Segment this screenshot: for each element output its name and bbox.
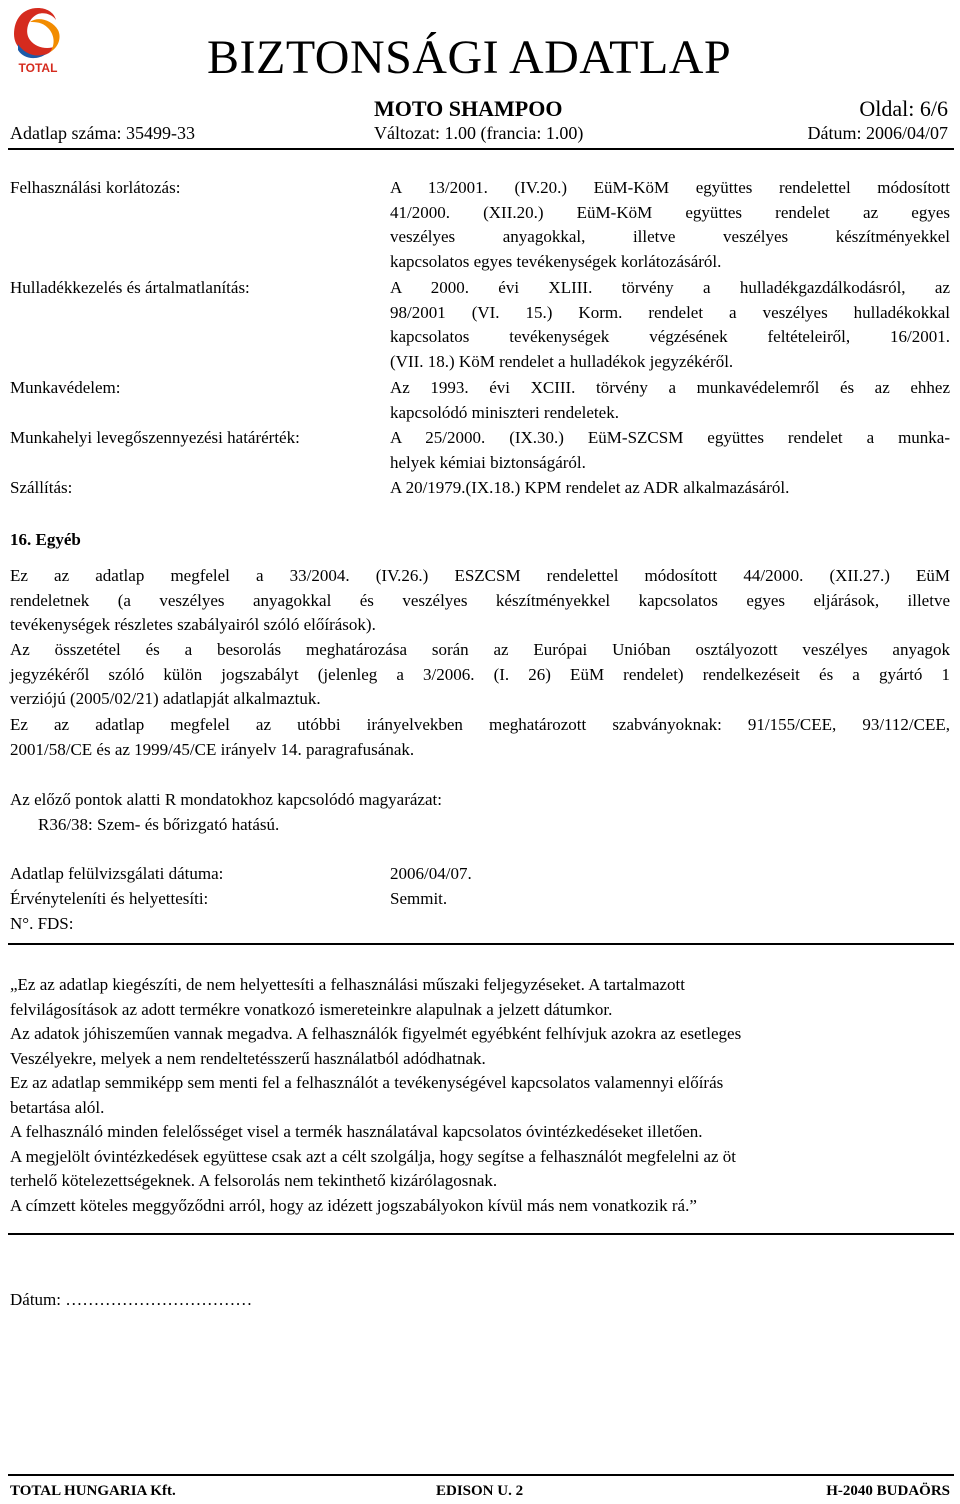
disclaimer: „Ez az adatlap kiegészíti, de nem helyettesíti a felhasználási műszaki feljegyzéseket. A tartalmazott felvilágosítások az adott termékre vonatkozó ismereteinkre alapulnak a jelzett dátumkor. Az adatok jóhiszeműen vannak megadva. A felhasználók figyelmét egyébként felhívjuk azokra az esetleges Veszélyekre, melyek a nem rendeltetésszerű használatból adódhatnak. Ez az adatlap semmiképp sem menti fel a felhasználót a tevékenységével kapcsolatos valamennyi előírás betartása alól. A felhasználó minden felelősséget visel a termék használatával kapcsolatos óvintézkedéseket illetően. A megjelölt óvintézkedések együttese csak azt a célt szolgálja, hogy segítse a felhasználót megfelelni az öt terhelő kötelezettségeknek. A felsorolás nem tekinthető kizárólagosnak. A címzett köteles meggyőződni arról, hogy az idézett jogszabályokon kívül más nem vonatkozik rá.” [10,975,742,1215]
total-logo [8,4,68,76]
regulation-text: A 2000. évi XLIII. törvény a hulladékgazdálkodásról, az 98/2001 (VI. 15.) Korm. rendelet a veszélyes hulladékokkal kapcsolatos tevékenységek végzésének feltételeiről, 16/2001. (VII. 18.) KöM rendelet a hulladékok jegyzékéről. [390,278,950,371]
section-divider [8,943,954,945]
regulation-label: Munkahelyi levegőszennyezési határérték: [10,428,300,447]
regulation-text: Az 1993. évi XCIII. törvény a munkavédelemről és az ehhez kapcsolódó miniszteri rendeletek. [390,378,950,422]
fds-number-label: N°. FDS: [10,914,74,933]
footer-address: EDISON U. 2 [436,1483,524,1499]
regulation-text: A 13/2001. (IV.20.) EüM-KöM együttes rendelettel módosított 41/2000. (XII.20.) EüM-KöM együttes rendelet az egyes veszélyes anyagokkal, illetve veszélyes készítményekkel kapcsolatos egyes tevékenységek korlátozásáról. [390,178,950,271]
regulation-label: Szállítás: [10,478,73,497]
regulation-label: Munkavédelem: [10,378,121,397]
document-date: Dátum: 2006/04/07 [807,123,948,143]
review-date-label: Adatlap felülvizsgálati dátuma: [10,864,224,883]
footer-city: H-2040 BUDAÖRS [826,1483,950,1499]
footer-company: TOTAL HUNGARIA Kft. [10,1483,176,1499]
regulation-text: A 25/2000. (IX.30.) EüM-SZCSM együttes rendelet a munka- helyek kémiai biztonságáról. [390,428,950,472]
product-name: MOTO SHAMPOO [374,96,563,121]
signature-date-field [10,1288,252,1313]
supersedes-value: Semmit. [390,889,448,908]
logo-wordmark: TOTAL [18,61,58,75]
version-label: Változat: 1.00 (francia: 1.00) [374,123,584,143]
regulation-label: Felhasználási korlátozás: [10,178,181,197]
section-heading: 16. Egyéb [10,530,81,549]
signature-date-label: Dátum: [10,1290,66,1309]
regulation-label: Hulladékkezelés és ártalmatlanítás: [10,278,250,297]
header-divider [8,148,954,150]
page-number: Oldal: 6/6 [859,96,948,121]
r-phrases-heading: Az előző pontok alatti R mondatokhoz kapcsolódó magyarázat: [10,790,442,809]
footer-divider [8,1474,954,1476]
paragraph: Ez az adatlap megfelel a 33/2004. (IV.26.) ESZCSM rendelettel módosított 44/2000. (XII.27.) EüM rendeletnek (a veszélyes anyagokkal és veszélyes készítményekkel kapcsolatos egyes eljárások, illetve tevékenységek részletes szabályairól szóló előírások). [10,566,950,634]
r-phrase: R36/38: Szem- és bőrizgató hatású. [38,815,280,834]
paragraph: Ez az adatlap megfelel az utóbbi irányelvekben meghatározott szabványoknak: 91/155/CEE, 93/112/CEE, 2001/58/CE és az 1999/45/CE irányelv 14. paragrafusának. [10,715,950,759]
review-date-value: 2006/04/07. [390,864,472,883]
signature-date-dots: …………………………… [65,1290,253,1309]
paragraph: Az összetétel és a besorolás meghatározása során az Európai Unióban osztályozott veszélyes anyagok jegyzékéről szóló külön jogszabályt (jelenleg a 3/2006. (I. 26) EüM rendelet) rendelkezéseit és a gyártó 1 verziójú (2005/02/21) adatlapját alkalmaztuk. [10,640,950,708]
document-title: BIZTONSÁGI ADATLAP [207,31,732,84]
sheet-number: Adatlap száma: 35499-33 [10,123,195,143]
regulation-text: A 20/1979.(IX.18.) KPM rendelet az ADR alkalmazásáról. [390,478,790,497]
disclaimer-divider [8,1233,954,1235]
supersedes-label: Érvényteleníti és helyettesíti: [10,889,209,908]
